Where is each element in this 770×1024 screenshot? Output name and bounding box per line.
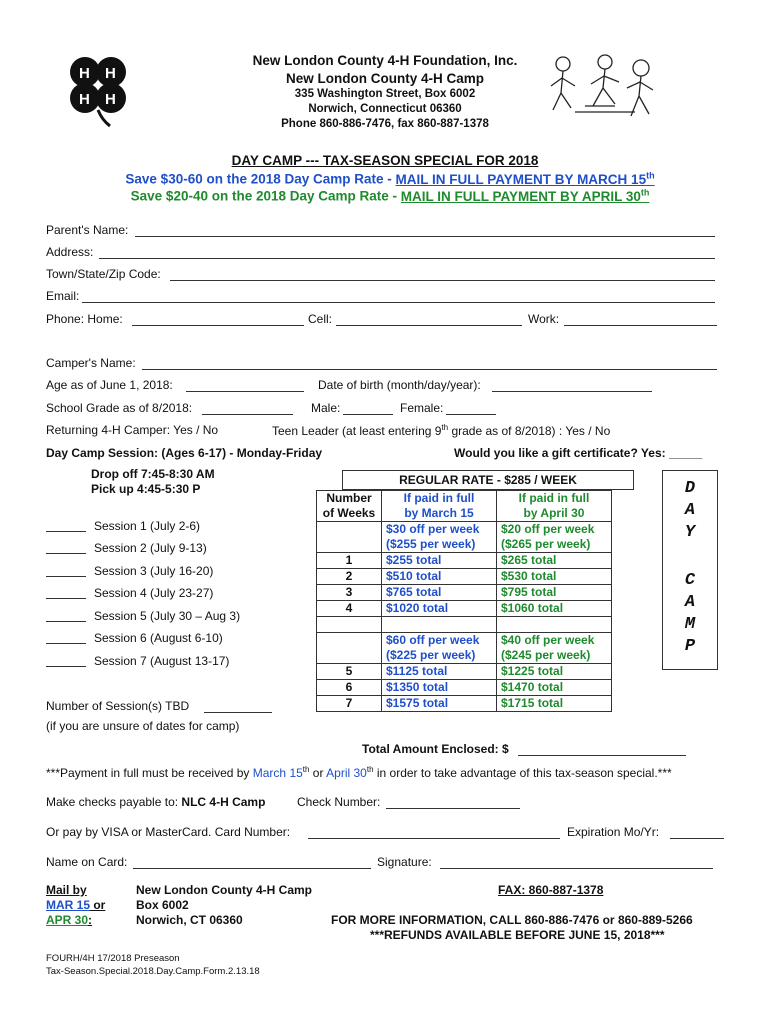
town-label: Town/State/Zip Code: <box>46 267 161 281</box>
work-label: Work: <box>528 312 560 326</box>
tbd-note: (if you are unsure of dates for camp) <box>46 719 240 733</box>
parent-name-label: Parent's Name: <box>46 223 129 237</box>
weeks-cell: 7 <box>317 696 382 712</box>
camper-name-label: Camper's Name: <box>46 356 136 370</box>
payment-a: ***Payment in full must be received by <box>46 766 253 780</box>
session-label: Session 5 (July 30 – Aug 3) <box>94 609 241 623</box>
male-label: Male: <box>311 401 341 415</box>
session-label: Session 3 (July 16-20) <box>94 564 214 578</box>
weeks-cell: 1 <box>317 553 382 569</box>
session-blank[interactable] <box>46 531 86 532</box>
offer-april-prefix: Save $20-40 on the 2018 Day Camp Rate - <box>130 188 401 204</box>
session-header: Day Camp Session: (Ages 6-17) - Monday-Friday <box>46 446 323 460</box>
payment-sup1: th <box>302 765 310 774</box>
card-number-label: Or pay by VISA or MasterCard. Card Number: <box>46 825 291 839</box>
dob-field[interactable] <box>492 391 652 392</box>
cell-field[interactable] <box>336 325 522 326</box>
block1-rows <box>317 553 612 617</box>
block2-march-1: $60 off per week <box>386 633 480 647</box>
phone-home-field[interactable] <box>132 325 304 326</box>
address-label: Address: <box>46 245 94 259</box>
svg-text:H: H <box>79 65 90 82</box>
rate-row <box>317 664 612 680</box>
camp-letter-c: C <box>684 571 696 590</box>
weeks-cell: 6 <box>317 680 382 696</box>
grade-label: School Grade as of 8/2018: <box>46 401 193 415</box>
female-field[interactable] <box>446 414 496 415</box>
camper-name-field[interactable] <box>142 369 717 370</box>
footer <box>46 952 260 978</box>
session-blank[interactable] <box>46 666 86 667</box>
payment-note <box>46 765 672 780</box>
rate-table <box>316 490 612 712</box>
rate-table-title: REGULAR RATE - $285 / WEEK <box>342 470 634 490</box>
phone-home-label: Phone: Home: <box>46 312 123 326</box>
mail-by-label: Mail by <box>46 883 87 897</box>
teen-leader-a: Teen Leader (at least entering 9 <box>272 424 442 438</box>
email-field[interactable] <box>82 302 715 303</box>
check-number-label: Check Number: <box>297 795 381 809</box>
svg-text:H: H <box>105 91 116 108</box>
rate-row <box>317 585 612 601</box>
session-label: Session 7 (August 13-17) <box>94 654 230 668</box>
payment-march: March 15 <box>252 766 303 780</box>
svg-text:H: H <box>105 65 116 82</box>
april-header-2: by April 30 <box>523 506 585 520</box>
rate-row <box>317 680 612 696</box>
name-on-card-label: Name on Card: <box>46 855 128 869</box>
april-total-cell: $530 total <box>497 569 612 585</box>
cell-label: Cell: <box>308 312 333 326</box>
block2-march-2: ($225 per week) <box>386 648 476 662</box>
april-total-cell: $1470 total <box>497 680 612 696</box>
teen-leader[interactable] <box>272 423 610 438</box>
block1-empty <box>317 522 382 553</box>
rate-row <box>317 601 612 617</box>
session-1[interactable] <box>46 519 200 533</box>
block2-march-discount <box>382 633 497 664</box>
april-total-cell: $1060 total <box>497 601 612 617</box>
payment-april: April 30 <box>326 766 367 780</box>
rate-row <box>317 569 612 585</box>
session-label: Session 2 (July 9-13) <box>94 541 207 555</box>
weeks-header <box>317 491 382 522</box>
mail-colon: : <box>88 913 93 927</box>
address-field[interactable] <box>99 258 715 259</box>
name-on-card-field[interactable] <box>133 868 371 869</box>
offer-april-sup: th <box>640 187 650 197</box>
offer-march-prefix: Save $30-60 on the 2018 Day Camp Rate - <box>125 171 396 187</box>
fax-number: FAX: 860-887-1378 <box>498 883 604 897</box>
weeks-cell: 2 <box>317 569 382 585</box>
april-total-cell: $1225 total <box>497 664 612 680</box>
weeks-cell: 5 <box>317 664 382 680</box>
march-total-cell: $1020 total <box>382 601 497 617</box>
camp-letter-p: P <box>684 637 696 656</box>
email-label: Email: <box>46 289 80 303</box>
org-name: New London County 4-H Foundation, Inc. <box>252 53 518 68</box>
offer-april <box>80 187 700 204</box>
block2-april-discount <box>497 633 612 664</box>
expiration-field[interactable] <box>670 838 724 839</box>
grade-field[interactable] <box>202 414 293 415</box>
march-total-cell: $1125 total <box>382 664 497 680</box>
tbd-label: Number of Session(s) TBD <box>46 699 190 713</box>
session-label: Session 1 (July 2-6) <box>94 519 201 533</box>
march-total-cell: $1350 total <box>382 680 497 696</box>
day-camp-vertical <box>662 470 718 670</box>
refunds-note: ***REFUNDS AVAILABLE BEFORE JUNE 15, 2018*** <box>370 928 665 942</box>
march-total-cell: $765 total <box>382 585 497 601</box>
offer-march-deadline <box>396 172 655 187</box>
session-blank[interactable] <box>46 576 86 577</box>
day-letter-a: A <box>684 501 696 520</box>
weeks-cell: 3 <box>317 585 382 601</box>
mail-apr: APR 30 <box>46 913 89 927</box>
offer-march-sup: th <box>646 170 655 180</box>
card-number-field[interactable] <box>308 838 560 839</box>
mail-mar: MAR 15 <box>46 898 91 912</box>
age-field[interactable] <box>186 391 304 392</box>
block1-march-discount <box>382 522 497 553</box>
session-2[interactable] <box>46 541 207 555</box>
session-blank[interactable] <box>46 598 86 599</box>
age-label: Age as of June 1, 2018: <box>46 378 173 392</box>
offer-april-deadline <box>401 189 650 204</box>
april-total-cell: $265 total <box>497 553 612 569</box>
march-header-2: by March 15 <box>404 506 474 520</box>
city-address: Norwich, Connecticut 06360 <box>308 103 462 115</box>
camp-letter-m: M <box>684 615 696 634</box>
april-total-cell: $1715 total <box>497 696 612 712</box>
offer-april-link: MAIL IN FULL PAYMENT BY APRIL 30 <box>400 188 641 204</box>
expiration-label: Expiration Mo/Yr: <box>567 825 660 839</box>
block2-empty <box>317 633 382 664</box>
session-label: Session 6 (August 6-10) <box>94 631 223 645</box>
march-total-cell: $510 total <box>382 569 497 585</box>
street-address: 335 Washington Street, Box 6002 <box>294 88 476 100</box>
mail-address-3: Norwich, CT 06360 <box>136 913 243 927</box>
total-label: Total Amount Enclosed: $ <box>362 742 509 756</box>
weeks-cell: 4 <box>317 601 382 617</box>
mail-address <box>136 883 312 928</box>
svg-text:H: H <box>79 91 90 108</box>
parent-name-field[interactable] <box>135 236 715 237</box>
pickup-time: Pick up 4:45-5:30 P <box>91 482 201 496</box>
march-header-1: If paid in full <box>403 491 475 505</box>
payment-sup2: th <box>366 765 374 774</box>
more-info: FOR MORE INFORMATION, CALL 860-886-7476 or 860-889-5266 <box>331 913 693 927</box>
camp-name: New London County 4-H Camp <box>286 71 484 86</box>
work-field[interactable] <box>564 325 717 326</box>
offer-march <box>80 170 700 187</box>
march-total-cell: $1575 total <box>382 696 497 712</box>
block2-april-2: ($245 per week) <box>501 648 591 662</box>
dob-label: Date of birth (month/day/year): <box>318 378 481 392</box>
block1-march-1: $30 off per week <box>386 522 480 536</box>
mail-or: or <box>90 898 106 912</box>
session-7[interactable] <box>46 654 229 668</box>
rate-row <box>317 553 612 569</box>
returning-camper[interactable]: Returning 4-H Camper: Yes / No <box>46 423 219 437</box>
day-letter-y: Y <box>684 523 696 542</box>
tbd-field[interactable] <box>204 712 272 713</box>
payment-or: or <box>309 766 327 780</box>
april-total-cell: $795 total <box>497 585 612 601</box>
block2-rows <box>317 664 612 712</box>
footer-line-1: FOURH/4H 17/2018 Preseason <box>46 953 180 964</box>
day-letter-d: D <box>684 479 696 498</box>
checks-label: Make checks payable to: <box>46 795 182 809</box>
gift-certificate[interactable]: Would you like a gift certificate? Yes: _____ <box>454 446 703 460</box>
female-label: Female: <box>400 401 444 415</box>
dropoff-time: Drop off 7:45-8:30 AM <box>91 467 215 481</box>
session-blank[interactable] <box>46 643 86 644</box>
session-label: Session 4 (July 23-27) <box>94 586 214 600</box>
teen-leader-sup: th <box>441 423 449 432</box>
block1-april-discount <box>497 522 612 553</box>
session-4[interactable] <box>46 586 213 600</box>
block1-april-2: ($265 per week) <box>501 537 591 551</box>
session-blank[interactable] <box>46 621 86 622</box>
march-header <box>382 491 497 522</box>
mail-by <box>46 883 105 928</box>
april-header-1: If paid in full <box>518 491 590 505</box>
male-field[interactable] <box>343 414 393 415</box>
march-total-cell: $255 total <box>382 553 497 569</box>
payment-b: in order to take advantage of this tax-season special.*** <box>373 766 672 780</box>
signature-field[interactable] <box>440 868 713 869</box>
teen-leader-b: grade as of 8/2018) : Yes / No <box>448 424 611 438</box>
spacer-cell-3 <box>497 617 612 633</box>
block2-april-1: $40 off per week <box>501 633 595 647</box>
rate-row <box>317 696 612 712</box>
form-title: DAY CAMP --- TAX-SEASON SPECIAL FOR 2018 <box>231 153 539 168</box>
april-header <box>497 491 612 522</box>
camp-letter-a: A <box>684 593 696 612</box>
block1-march-2: ($255 per week) <box>386 537 476 551</box>
session-5[interactable] <box>46 609 240 623</box>
block1-april-1: $20 off per week <box>501 522 595 536</box>
offer-march-link: MAIL IN FULL PAYMENT BY MARCH 15 <box>395 171 647 187</box>
session-6[interactable] <box>46 631 223 645</box>
weeks-header-2: of Weeks <box>322 506 376 520</box>
session-blank[interactable] <box>46 553 86 554</box>
phone-fax: Phone 860-886-7476, fax 860-887-1378 <box>281 118 489 130</box>
spacer-cell-2 <box>382 617 497 633</box>
footer-line-2: Tax-Season.Special.2018.Day.Camp.Form.2.13.18 <box>46 966 260 977</box>
checks-payable <box>46 795 265 809</box>
total-field[interactable] <box>518 755 686 756</box>
spacer-cell-1 <box>317 617 382 633</box>
check-number-field[interactable] <box>386 808 520 809</box>
mail-address-2: Box 6002 <box>136 898 189 912</box>
signature-label: Signature: <box>377 855 432 869</box>
session-3[interactable] <box>46 564 213 578</box>
weeks-header-1: Number <box>326 491 372 505</box>
4h-clover-logo <box>58 50 138 132</box>
checks-payee: NLC 4-H Camp <box>181 795 266 809</box>
mail-address-1: New London County 4-H Camp <box>136 883 312 897</box>
town-field[interactable] <box>170 280 715 281</box>
